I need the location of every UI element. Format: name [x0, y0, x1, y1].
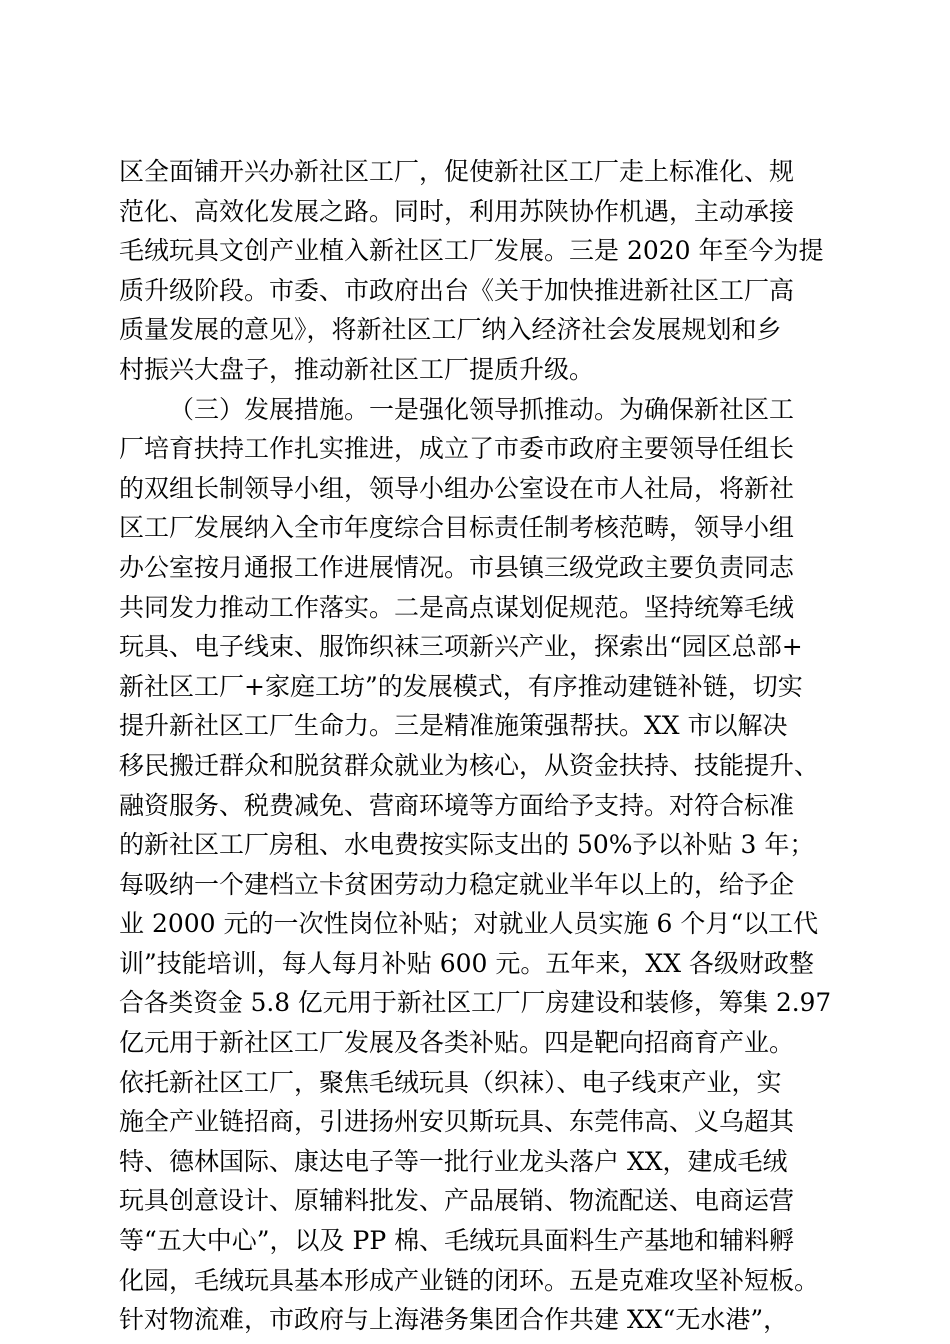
text-line: 针对物流难，市政府与上海港务集团合作共建 XX“无水港”， — [119, 1305, 789, 1335]
text-line: 质量发展的意见》，将新社区工厂纳入经济社会发展规划和乡 — [119, 315, 782, 345]
text-line: 每吸纳一个建档立卡贫困劳动力稳定就业半年以上的，给予企 — [119, 869, 795, 899]
body-text — [119, 152, 831, 1340]
text-line: 区全面铺开兴办新社区工厂，促使新社区工厂走上标准化、规 — [119, 157, 795, 186]
text-line: 范化、高效化发展之路。同时，利用苏陕协作机遇，主动承接 — [119, 196, 795, 226]
text-line: 移民搬迁群众和脱贫群众就业为核心，从资金扶持、技能提升、 — [119, 750, 820, 780]
text-line: 亿元用于新社区工厂发展及各类补贴。四是靶向招商育产业。 — [119, 1028, 795, 1058]
text-line: 合各类资金 5.8 亿元用于新社区工厂厂房建设和装修，筹集 2.97 — [119, 988, 832, 1018]
text-line: 质升级阶段。市委、市政府出台《关于加快推进新社区工厂高 — [119, 275, 795, 305]
text-line: 的新社区工厂房租、水电费按实际支出的 50%予以补贴 3 年； — [119, 830, 815, 860]
text-line: 训”技能培训，每人每月补贴 600 元。五年来，XX 各级财政整 — [119, 948, 814, 978]
text-line: 区工厂发展纳入全市年度综合目标责任制考核范畴，领导小组 — [119, 513, 795, 543]
text-line: 的双组长制领导小组，领导小组办公室设在市人社局，将新社 — [119, 473, 795, 503]
section-heading-line: （三）发展措施。一是强化领导抓推动。为确保新社区工 — [169, 394, 795, 424]
text-line: 施全产业链招商，引进扬州安贝斯玩具、东莞伟高、义乌超其 — [119, 1107, 795, 1137]
text-line: 新社区工厂+家庭工坊”的发展模式，有序推动建链补链，切实 — [119, 671, 803, 701]
text-line: 等“五大中心”，以及 PP 棉、毛绒玩具面料生产基地和辅料孵 — [119, 1226, 795, 1256]
text-line: 玩具创意设计、原辅料批发、产品展销、物流配送、电商运营 — [119, 1186, 795, 1216]
text-line: 融资服务、税费减免、营商环境等方面给予支持。对符合标准 — [119, 790, 795, 820]
text-line: 毛绒玩具文创产业植入新社区工厂发展。三是 2020 年至今为提 — [119, 236, 824, 266]
text-line: 玩具、电子线束、服饰织袜三项新兴产业，探索出“园区总部+ — [119, 632, 803, 662]
text-line: 厂培育扶持工作扎实推进，成立了市委市政府主要领导任组长 — [119, 434, 795, 464]
text-line: 化园，毛绒玩具基本形成产业链的闭环。五是克难攻坚补短板。 — [119, 1265, 820, 1295]
text-line: 特、德林国际、康达电子等一批行业龙头落户 XX，建成毛绒 — [119, 1146, 788, 1176]
text-line: 共同发力推动工作落实。二是高点谋划促规范。坚持统筹毛绒 — [119, 592, 795, 622]
text-line: 村振兴大盘子，推动新社区工厂提质升级。 — [119, 354, 595, 384]
text-line: 办公室按月通报工作进展情况。市县镇三级党政主要负责同志 — [119, 552, 795, 582]
text-line: 业 2000 元的一次性岗位补贴；对就业人员实施 6 个月“以工代 — [119, 909, 819, 939]
text-line: 提升新社区工厂生命力。三是精准施策强帮扶。XX 市以解决 — [119, 711, 788, 741]
text-line: 依托新社区工厂，聚焦毛绒玩具（织袜）、电子线束产业，实 — [119, 1067, 782, 1097]
